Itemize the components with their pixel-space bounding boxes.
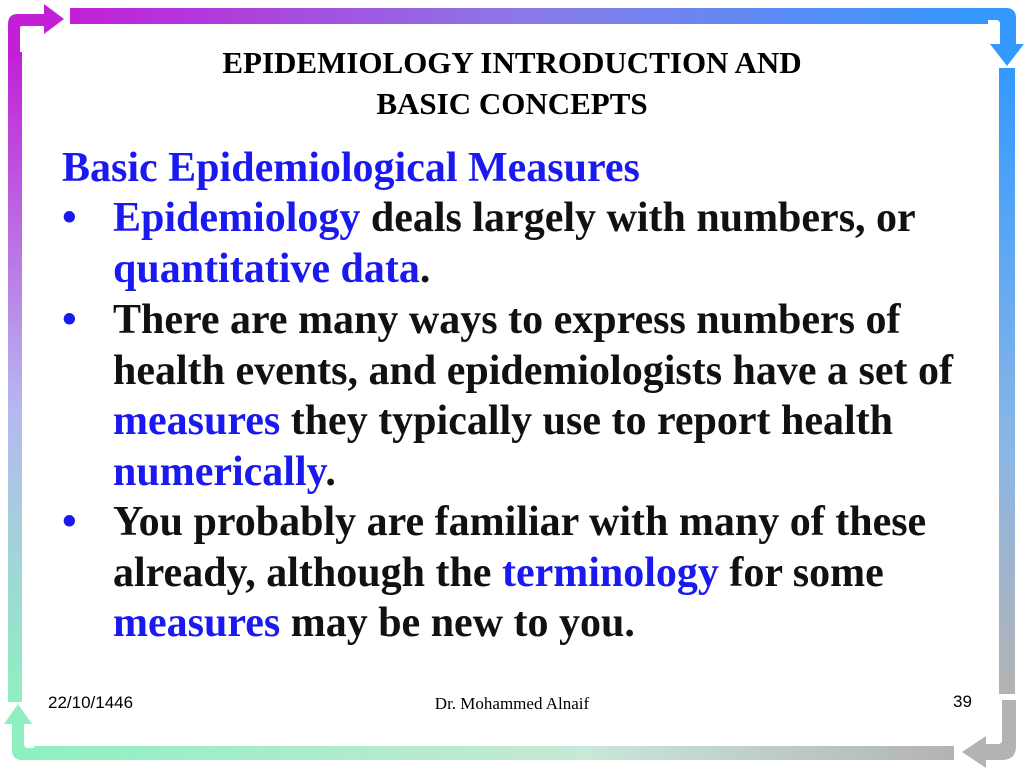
bullet-text-1 (113, 193, 993, 294)
bullet-3-text-b: for some (718, 549, 884, 596)
frame-bottom-bar (34, 746, 954, 760)
bullet-marker: • (62, 499, 77, 545)
keyword-measures: measures (113, 398, 281, 445)
frame-top-bar (70, 8, 988, 24)
keyword-measures-2: measures (113, 600, 281, 647)
bullet-2-text-c: . (325, 449, 336, 496)
keyword-terminology: terminology (501, 549, 719, 596)
slide-title-line1: EPIDEMIOLOGY INTRODUCTION AND (222, 45, 802, 80)
bullet-3-text-a: You probably are familiar with many of these already, although the (113, 499, 927, 596)
section-heading: Basic Epidemiological Measures (62, 145, 640, 191)
bullet-2-text-a: There are many ways to express numbers of health events, and epidemiologists have a set of (113, 297, 953, 394)
slide-title-line2: BASIC CONCEPTS (376, 86, 648, 121)
bullet-marker: • (62, 195, 77, 241)
frame-left-bar (8, 52, 22, 702)
footer-author: Dr. Mohammed Alnaif (434, 694, 590, 713)
bullet-2-text-b: they typically use to report health (280, 398, 894, 445)
bullet-marker: • (62, 297, 77, 343)
bullet-3-text-c: may be new to you. (280, 600, 635, 647)
bullet-1-text-a: deals largely with numbers, or (360, 195, 915, 241)
keyword-quantitative-data: quantitative data (113, 245, 420, 292)
frame-right-bar (999, 68, 1015, 694)
bullet-1-text-b: . (419, 245, 431, 292)
page-number: 39 (953, 692, 972, 711)
keyword-epidemiology: Epidemiology (113, 195, 361, 241)
footer-date: 22/10/1446 (48, 693, 134, 712)
keyword-numerically: numerically (113, 449, 326, 496)
bullet-text-2 (113, 295, 993, 498)
bullet-text-3 (113, 497, 993, 649)
